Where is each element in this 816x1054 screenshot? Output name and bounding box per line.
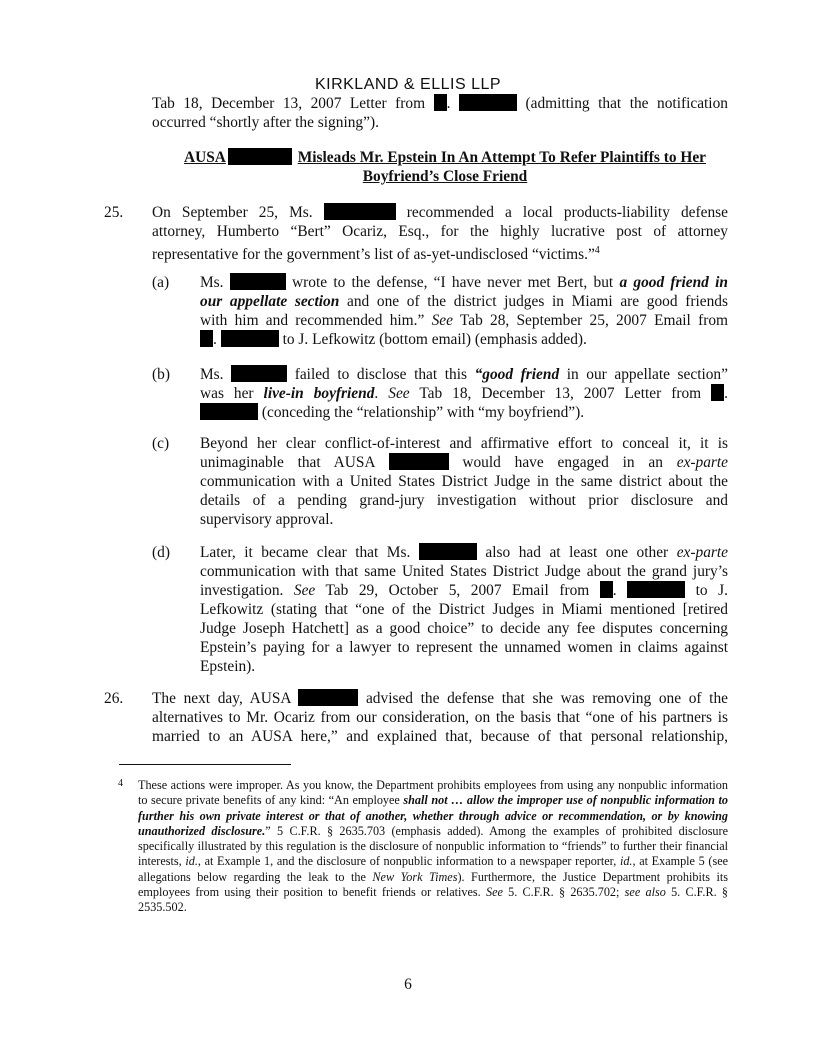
footnote-divider (119, 764, 291, 765)
redaction-block (324, 203, 396, 220)
redaction-block (419, 543, 477, 560)
redaction-block (627, 581, 685, 598)
paragraph-number: 25. (104, 204, 124, 221)
item-d: Later, it became clear that Ms. also had at least one other ex-parte communication with that same United States District Judge about the grand jury’s investigation. See Tab 29, October 5, 2007 Email from . to J. Lefkowitz (stating that “one of the District Judges in Miami mentioned [retired Judge Joseph Hatchett] as a good choice” to decide any fee disputes concerning Epstein’s paying for a lawyer to represent the unnamed women in claims against Epstein). (200, 544, 728, 675)
paragraph-number: 26. (104, 690, 124, 707)
redaction-block (434, 94, 447, 111)
page-number: 6 (404, 976, 412, 993)
redaction-block (230, 273, 286, 290)
section-heading: AUSA Misleads Mr. Epstein In An Attempt To Refer Plaintiffs to Her Boyfriend’s Close Friend (183, 149, 707, 185)
item-label: (d) (152, 544, 170, 561)
intro-paragraph: Tab 18, December 13, 2007 Letter from . (admitting that the notification occurred “shortly after the signing”). (152, 95, 728, 131)
item-c: Beyond her clear conflict-of-interest and affirmative effort to conceal it, it is unimaginable that AUSA would have engaged in an ex-parte communication with a United States District Judge in the same district about the details of a pending grand-jury investigation without prior disclosure and supervisory approval. (200, 435, 729, 528)
redaction-block (600, 581, 613, 598)
redaction-block (389, 453, 449, 470)
item-label: (c) (152, 435, 170, 452)
footnote-reference: 4 (594, 245, 600, 256)
redaction-block (228, 148, 292, 165)
paragraph-26: The next day, AUSA advised the defense that she was removing one of the alternatives to Mr. Ocariz from our consideration, on the basis that “one of his partners is married to an AUSA here,” and explained that, because of that personal relationship, (152, 690, 728, 745)
redaction-block (231, 365, 287, 382)
item-b: Ms. failed to disclose that this “good friend in our appellate section” was her live-in boyfriend. See Tab 18, December 13, 2007 Letter from . (conceding the “relationship” with “my boyfriend”). (200, 366, 728, 421)
redaction-block (221, 330, 279, 347)
redaction-block (459, 94, 517, 111)
letterhead: KIRKLAND & ELLIS LLP (314, 76, 502, 93)
item-label: (b) (152, 366, 170, 383)
redaction-block (298, 689, 358, 706)
item-a: Ms. wrote to the defense, “I have never met Bert, but a good friend in our appellate section and one of the district judges in Miami are good friends with him and recommended him.” See Tab 28, September 25, 2007 Email from . to J. Lefkowitz (bottom email) (emphasis added). (200, 274, 728, 348)
footnote-number: 4 (118, 778, 123, 789)
paragraph-25: On September 25, Ms. recommended a local products-liability defense attorney, Humberto “Bert” Ocariz, Esq., for the highly lucrative post of attorney representative for the government’s list of as-yet-undisclosed “victims.”$^4$ (152, 204, 728, 264)
redaction-block (711, 384, 724, 401)
redaction-block (200, 330, 213, 347)
footnote-text: These actions were improper. As you know, the Department prohibits employees from using any nonpublic information to secure private benefits of any kind: “An employee shall not … allow the improper use of nonpublic information to further his own private interest or that of another, whether through advice or recommendation, or by knowing unauthorized disclosure.” 5 C.F.R. § 2635.703 (emphasis added). Among the examples of prohibited disclosure specifically illustrated by this regulation is the disclosure of nonpublic information to “friends” to further their financial interests, id., at Example 1, and the disclosure of nonpublic information to a newspaper reporter, id., at Example 5 (see allegations below regarding the leak to the New York Times). Furthermore, the Justice Department prohibits its employees from using their position to benefit friends or relatives. See 5. C.F.R. § 2635.702; see also 5. C.F.R. § 2535.502. (138, 778, 729, 915)
redaction-block (200, 403, 258, 420)
item-label: (a) (152, 274, 170, 291)
